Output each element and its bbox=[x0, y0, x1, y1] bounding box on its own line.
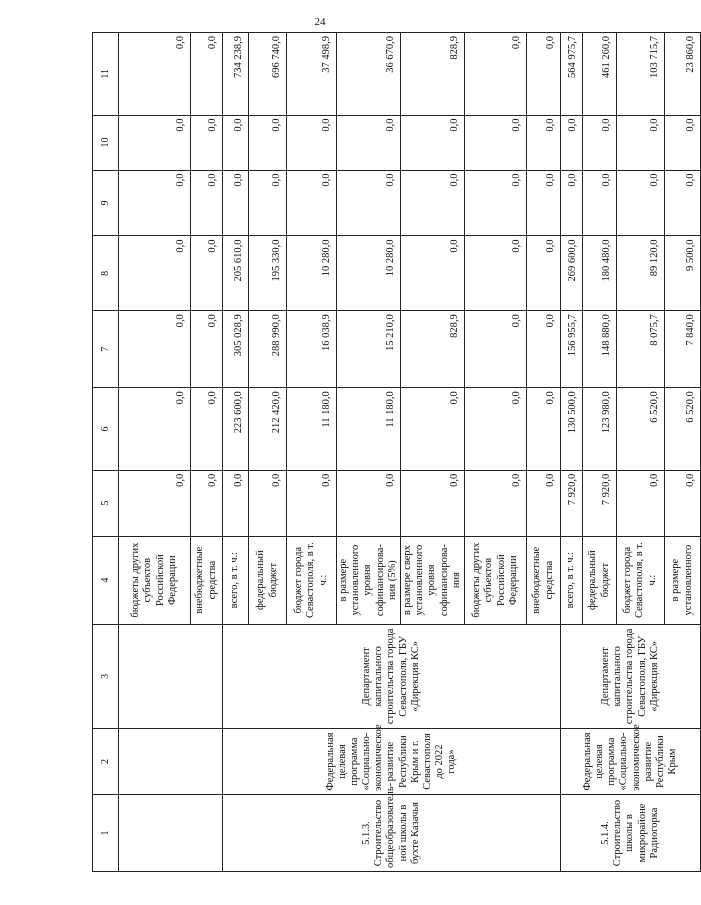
program-cell bbox=[119, 729, 223, 795]
funding-source-cell: в размере сверх установленного уровня софинансирова-ния bbox=[401, 536, 465, 624]
value-cell-col-11: 0,0 bbox=[465, 33, 527, 116]
value-cell-col-10: 0,0 bbox=[287, 115, 337, 170]
value-cell-col-8: 269 600,0 bbox=[561, 236, 583, 311]
value-cell-col-10: 0,0 bbox=[191, 115, 223, 170]
page-number: 24 bbox=[314, 16, 326, 28]
value-cell-col-9: 0,0 bbox=[583, 170, 617, 236]
value-cell-col-7: 0,0 bbox=[191, 311, 223, 388]
value-cell-col-6: 11 180,0 bbox=[287, 388, 337, 470]
value-cell-col-5: 0,0 bbox=[401, 470, 465, 536]
value-cell-col-11: 461 260,0 bbox=[583, 33, 617, 116]
table-row bbox=[223, 33, 249, 872]
value-cell-col-8: 0,0 bbox=[119, 236, 191, 311]
item-name-cell: 5.1.4. Строительство школы в микрорайоне Радиогорка bbox=[561, 795, 701, 872]
funding-source-cell: федеральный бюджет bbox=[583, 536, 617, 624]
program-cell: Федеральная целевая программа «Социально-экономическое развитие Республики Крым и г. Севастополя до 2022 года» bbox=[223, 729, 561, 795]
value-cell-col-7: 156 955,7 bbox=[561, 311, 583, 388]
value-cell-col-9: 0,0 bbox=[287, 170, 337, 236]
value-cell-col-7: 16 038,9 bbox=[287, 311, 337, 388]
value-cell-col-5: 0,0 bbox=[249, 470, 287, 536]
value-cell-col-7: 15 210,0 bbox=[337, 311, 401, 388]
value-cell-col-5: 0,0 bbox=[337, 470, 401, 536]
value-cell-col-11: 0,0 bbox=[191, 33, 223, 116]
value-cell-col-9: 0,0 bbox=[561, 170, 583, 236]
value-cell-col-6: 223 600,0 bbox=[223, 388, 249, 470]
header-col-6: 6 bbox=[93, 388, 119, 470]
value-cell-col-5: 7 920,0 bbox=[561, 470, 583, 536]
value-cell-col-7: 0,0 bbox=[465, 311, 527, 388]
header-row bbox=[93, 33, 119, 872]
value-cell-col-7: 0,0 bbox=[119, 311, 191, 388]
value-cell-col-11: 0,0 bbox=[119, 33, 191, 116]
budget-table-body bbox=[93, 33, 701, 872]
value-cell-col-9: 0,0 bbox=[465, 170, 527, 236]
value-cell-col-5: 7 920,0 bbox=[583, 470, 617, 536]
value-cell-col-5: 0,0 bbox=[617, 470, 665, 536]
value-cell-col-6: 0,0 bbox=[119, 388, 191, 470]
funding-source-cell: федеральный бюджет bbox=[249, 536, 287, 624]
value-cell-col-11: 0,0 bbox=[527, 33, 561, 116]
value-cell-col-5: 0,0 bbox=[527, 470, 561, 536]
executor-cell bbox=[119, 624, 223, 728]
header-col-4: 4 bbox=[93, 536, 119, 624]
value-cell-col-7: 828,9 bbox=[401, 311, 465, 388]
value-cell-col-8: 10 280,0 bbox=[337, 236, 401, 311]
value-cell-col-10: 0,0 bbox=[337, 115, 401, 170]
value-cell-col-8: 195 330,0 bbox=[249, 236, 287, 311]
rotated-table-frame bbox=[92, 32, 696, 872]
value-cell-col-10: 0,0 bbox=[249, 115, 287, 170]
budget-table bbox=[92, 32, 701, 872]
value-cell-col-8: 205 610,0 bbox=[223, 236, 249, 311]
executor-cell: Департамент капитального строительства города Севастополя, ГБУ «Дирекция КС» bbox=[223, 624, 561, 728]
value-cell-col-6: 123 980,0 bbox=[583, 388, 617, 470]
value-cell-col-8: 10 280,0 bbox=[287, 236, 337, 311]
value-cell-col-8: 89 120,0 bbox=[617, 236, 665, 311]
funding-source-cell: внебюджетные средства bbox=[527, 536, 561, 624]
budget-table-container bbox=[92, 32, 696, 872]
funding-source-cell: всего, в т. ч.: bbox=[223, 536, 249, 624]
value-cell-col-5: 0,0 bbox=[287, 470, 337, 536]
value-cell-col-11: 23 860,0 bbox=[665, 33, 701, 116]
value-cell-col-10: 0,0 bbox=[401, 115, 465, 170]
value-cell-col-11: 36 670,0 bbox=[337, 33, 401, 116]
value-cell-col-7: 148 880,0 bbox=[583, 311, 617, 388]
value-cell-col-6: 0,0 bbox=[465, 388, 527, 470]
value-cell-col-6: 6 520,0 bbox=[617, 388, 665, 470]
value-cell-col-10: 0,0 bbox=[665, 115, 701, 170]
item-name-cell bbox=[119, 795, 223, 872]
program-cell: Федеральная целевая программа «Социально-экономическое развитие Республики Крым bbox=[561, 729, 701, 795]
value-cell-col-10: 0,0 bbox=[465, 115, 527, 170]
value-cell-col-9: 0,0 bbox=[249, 170, 287, 236]
value-cell-col-5: 0,0 bbox=[191, 470, 223, 536]
table-row bbox=[561, 33, 583, 872]
item-name-cell: 5.1.3. Строительство общеобразователь-ной школы в бухте Казачья bbox=[223, 795, 561, 872]
value-cell-col-11: 734 238,9 bbox=[223, 33, 249, 116]
value-cell-col-9: 0,0 bbox=[119, 170, 191, 236]
funding-source-cell: бюджеты других субъектов Российской Федерации bbox=[119, 536, 191, 624]
value-cell-col-6: 0,0 bbox=[527, 388, 561, 470]
value-cell-col-10: 0,0 bbox=[583, 115, 617, 170]
value-cell-col-9: 0,0 bbox=[223, 170, 249, 236]
value-cell-col-5: 0,0 bbox=[119, 470, 191, 536]
value-cell-col-7: 305 028,9 bbox=[223, 311, 249, 388]
funding-source-cell: в размере установленного уровня софинансирова-ния (5%) bbox=[337, 536, 401, 624]
value-cell-col-11: 828,9 bbox=[401, 33, 465, 116]
table-row bbox=[119, 33, 191, 872]
value-cell-col-9: 0,0 bbox=[527, 170, 561, 236]
header-col-10: 10 bbox=[93, 115, 119, 170]
value-cell-col-10: 0,0 bbox=[223, 115, 249, 170]
executor-cell: Департамент капитального строительства города Севастополя, ГБУ «Дирекция КС» bbox=[561, 624, 701, 728]
value-cell-col-11: 696 740,0 bbox=[249, 33, 287, 116]
value-cell-col-5: 0,0 bbox=[223, 470, 249, 536]
funding-source-cell: бюджет города Севастополя, в т. ч.: bbox=[617, 536, 665, 624]
value-cell-col-11: 564 975,7 bbox=[561, 33, 583, 116]
value-cell-col-7: 7 840,0 bbox=[665, 311, 701, 388]
header-col-7: 7 bbox=[93, 311, 119, 388]
header-col-5: 5 bbox=[93, 470, 119, 536]
value-cell-col-10: 0,0 bbox=[119, 115, 191, 170]
value-cell-col-10: 0,0 bbox=[527, 115, 561, 170]
header-col-1: 1 bbox=[93, 795, 119, 872]
value-cell-col-9: 0,0 bbox=[337, 170, 401, 236]
value-cell-col-11: 103 715,7 bbox=[617, 33, 665, 116]
funding-source-cell: всего, в т. ч.: bbox=[561, 536, 583, 624]
value-cell-col-9: 0,0 bbox=[665, 170, 701, 236]
value-cell-col-6: 0,0 bbox=[191, 388, 223, 470]
value-cell-col-7: 8 075,7 bbox=[617, 311, 665, 388]
value-cell-col-9: 0,0 bbox=[401, 170, 465, 236]
funding-source-cell: бюджеты других субъектов Российской Федерации bbox=[465, 536, 527, 624]
value-cell-col-8: 0,0 bbox=[527, 236, 561, 311]
value-cell-col-5: 0,0 bbox=[665, 470, 701, 536]
header-col-8: 8 bbox=[93, 236, 119, 311]
header-col-11: 11 bbox=[93, 33, 119, 116]
value-cell-col-6: 130 500,0 bbox=[561, 388, 583, 470]
funding-source-cell: внебюджетные средства bbox=[191, 536, 223, 624]
funding-source-cell: бюджет города Севастополя, в т. ч.: bbox=[287, 536, 337, 624]
value-cell-col-8: 9 500,0 bbox=[665, 236, 701, 311]
value-cell-col-7: 0,0 bbox=[527, 311, 561, 388]
value-cell-col-11: 37 498,9 bbox=[287, 33, 337, 116]
value-cell-col-9: 0,0 bbox=[617, 170, 665, 236]
funding-source-cell: в размере установленного bbox=[665, 536, 701, 624]
header-col-2: 2 bbox=[93, 729, 119, 795]
value-cell-col-6: 212 420,0 bbox=[249, 388, 287, 470]
value-cell-col-8: 0,0 bbox=[401, 236, 465, 311]
value-cell-col-6: 11 180,0 bbox=[337, 388, 401, 470]
header-col-9: 9 bbox=[93, 170, 119, 236]
value-cell-col-8: 180 480,0 bbox=[583, 236, 617, 311]
value-cell-col-9: 0,0 bbox=[191, 170, 223, 236]
value-cell-col-6: 0,0 bbox=[401, 388, 465, 470]
value-cell-col-10: 0,0 bbox=[561, 115, 583, 170]
value-cell-col-8: 0,0 bbox=[191, 236, 223, 311]
header-col-3: 3 bbox=[93, 624, 119, 728]
value-cell-col-6: 6 520,0 bbox=[665, 388, 701, 470]
value-cell-col-7: 288 990,0 bbox=[249, 311, 287, 388]
value-cell-col-10: 0,0 bbox=[617, 115, 665, 170]
value-cell-col-8: 0,0 bbox=[465, 236, 527, 311]
value-cell-col-5: 0,0 bbox=[465, 470, 527, 536]
